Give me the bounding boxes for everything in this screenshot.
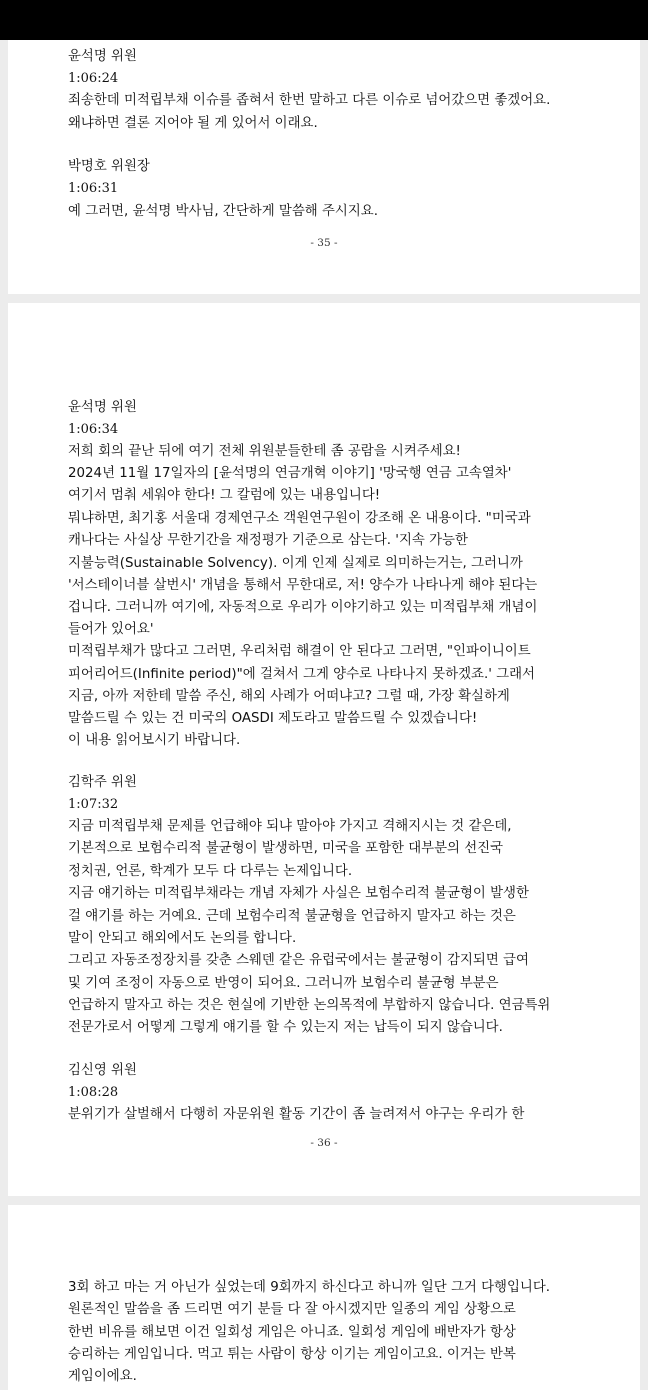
document-page-36 (8, 303, 640, 1196)
text-line: 원론적인 말씀을 좀 드리면 여기 분들 다 잘 아시겠지만 일종의 게임 상황으로 (68, 1302, 516, 1317)
text-line: 이 내용 읽어보시기 바랍니다. (68, 733, 241, 748)
text-line: 기본적으로 보험수리적 불균형이 발생하면, 미국을 포함한 대부분의 선진국 (68, 841, 504, 856)
text-line: 정치권, 언론, 학계가 모두 다 다루는 논제입니다. (68, 864, 353, 879)
text-line: 승리하는 게임입니다. 먹고 튀는 사람이 항상 이기는 게임이고요. 이거는 반복 (68, 1347, 516, 1362)
top-status-bar (0, 0, 648, 40)
text-line: 왜냐하면 결론 지어야 될 게 있어서 이래요. (68, 116, 318, 131)
text-line: 저희 회의 끝난 뒤에 여기 전체 위원분들한테 좀 공람을 시켜주세요! (68, 444, 461, 459)
text-line: 3회 하고 마는 거 아닌가 싶었는데 9회까지 하신다고 하니까 일단 그거 다행입니다. (68, 1280, 551, 1295)
speaker-name: 박명호 위원장 (68, 159, 150, 174)
timestamp: 1:07:32 (68, 797, 119, 812)
text-line: 지불능력(Sustainable Solvency). 이게 인제 실제로 의미하는거는, 그러니까 (68, 556, 523, 571)
timestamp: 1:08:28 (68, 1085, 119, 1100)
text-line: 겁니다. 그러니까 여기에, 자동적으로 우리가 이야기하고 있는 미적립부채 개념이 (68, 600, 538, 615)
text-line: 그리고 자동조정장치를 갖춘 스웨덴 같은 유럽국에서는 불균형이 감지되면 급여 (68, 953, 529, 968)
document-page-37 (8, 1205, 640, 1390)
text-line: 지금 얘기하는 미적립부채라는 개념 자체가 사실은 보험수리적 불균형이 발생한 (68, 886, 529, 901)
text-line: 여기서 멈춰 세워야 한다! 그 칼럼에 있는 내용입니다! (68, 488, 381, 503)
text-line: 걸 얘기를 하는 거예요. 근데 보험수리적 불균형을 언급하지 말자고 하는 것은 (68, 909, 516, 924)
text-line: 미적립부채가 많다고 그러면, 우리처럼 해결이 안 된다고 그러면, "인파이니이트 (68, 644, 531, 659)
text-line: 예 그러면, 윤석명 박사님, 간단하게 말씀해 주시지요. (68, 204, 378, 219)
text-line: 언급하지 말자고 하는 것은 현실에 기반한 논의목적에 부합하지 않습니다. 연금특위 (68, 998, 551, 1013)
timestamp: 1:06:24 (68, 71, 119, 86)
text-line: 지금, 아까 저한테 말씀 주신, 해외 사례가 어떠냐고? 그럴 때, 가장 확실하게 (68, 689, 510, 704)
text-line: 및 기여 조정이 자동으로 반영이 되어요. 그러니까 보험수리 불균형 부분은 (68, 976, 499, 991)
page-number: - 36 - (310, 1137, 338, 1149)
text-line: 게임이에요. (68, 1369, 137, 1384)
text-line: 캐나다는 사실상 무한기간을 재정평가 기준으로 삼는다. '지속 가능한 (68, 533, 468, 548)
text-line: 죄송한데 미적립부채 이슈를 좁혀서 한번 말하고 다른 이슈로 넘어갔으면 좋겠어요. (68, 93, 551, 108)
text-line: 말씀드릴 수 있는 건 미국의 OASDI 제도라고 말씀드릴 수 있겠습니다! (68, 711, 478, 726)
page-number: - 35 - (310, 237, 338, 249)
text-line: 들어가 있어요' (68, 622, 154, 637)
speaker-name: 김학주 위원 (68, 775, 137, 790)
text-line: '서스테이너블 살번시' 개념을 통해서 무한대로, 저! 양수가 나타나게 해야 된다는 (68, 578, 538, 593)
document-page-35 (8, 40, 640, 294)
speaker-name: 김신영 위원 (68, 1063, 137, 1078)
text-line: 분위기가 살벌해서 다행히 자문위원 활동 기간이 좀 늘려져서 야구는 우리가 한 (68, 1107, 525, 1122)
text-line: 말이 안되고 해외에서도 논의를 합니다. (68, 931, 297, 946)
timestamp: 1:06:31 (68, 181, 119, 196)
speaker-name: 윤석명 위원 (68, 400, 137, 415)
speaker-name: 윤석명 위원 (68, 49, 137, 64)
text-line: 2024년 11월 17일자의 [윤석명의 연금개혁 이야기] '망국행 연금 고속열차' (68, 466, 512, 481)
text-line: 전문가로서 어떻게 그렇게 얘기를 할 수 있는지 저는 납득이 되지 않습니다. (68, 1020, 503, 1035)
text-line: 한번 비유를 해보면 이건 일회성 게임은 아니죠. 일회성 게임에 배반자가 항상 (68, 1325, 516, 1340)
timestamp: 1:06:34 (68, 422, 119, 437)
text-line: 뭐냐하면, 최기홍 서울대 경제연구소 객원연구원이 강조해 온 내용이다. "미국과 (68, 511, 531, 526)
text-line: 지금 미적립부채 문제를 언급해야 되냐 말아야 가지고 격해지시는 것 같은데, (68, 819, 512, 834)
text-line: 피어리어드(Infinite period)"에 걸쳐서 그게 양수로 나타나지 못하겠죠.' 그래서 (68, 667, 535, 682)
